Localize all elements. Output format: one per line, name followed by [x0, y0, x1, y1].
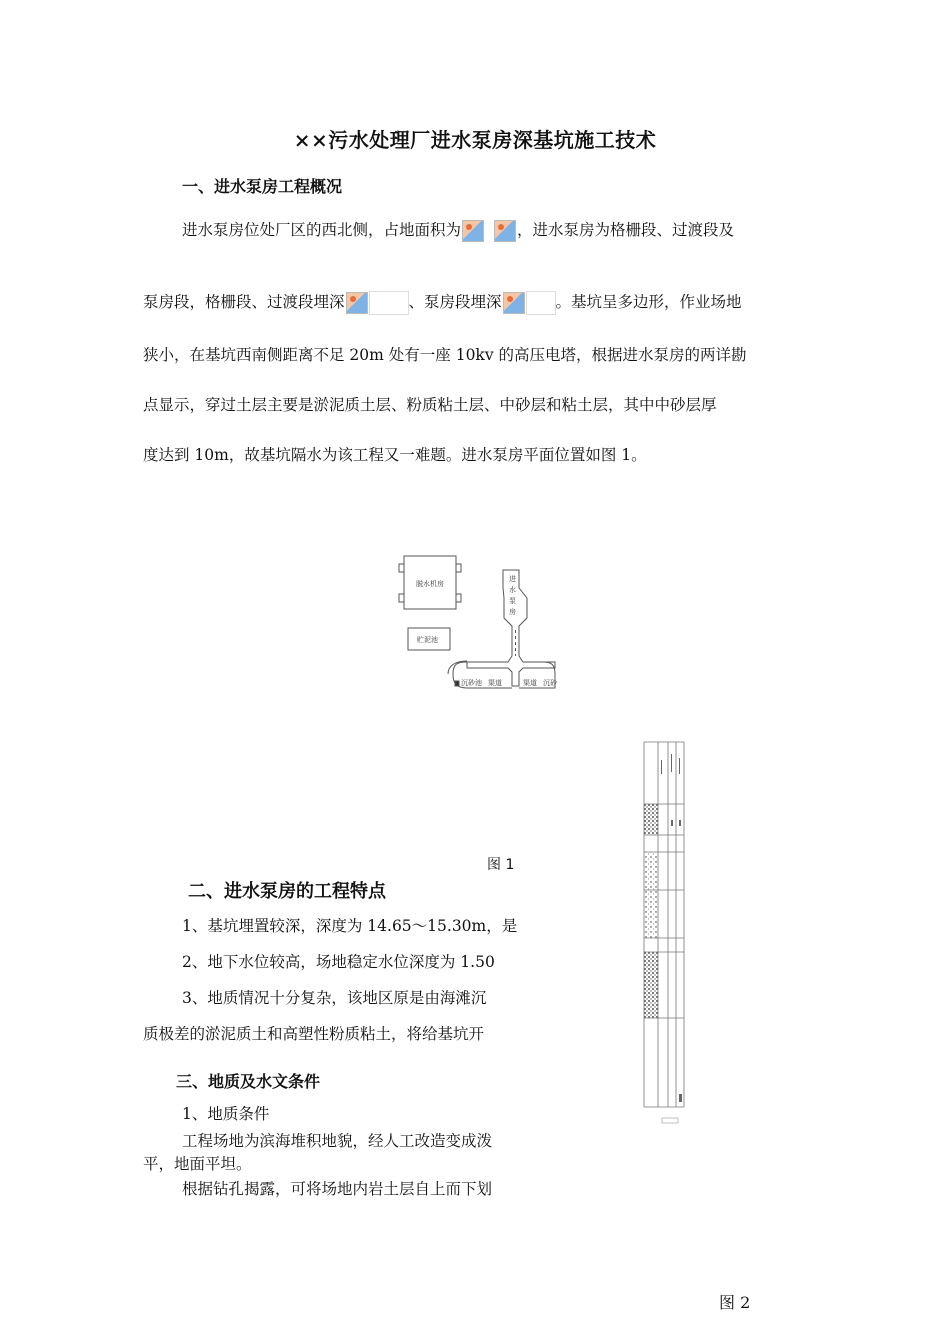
section2-item3-continued: 质极差的淤泥质土和高塑性粉质粘土，将给基坑开	[143, 1025, 485, 1043]
section1-line2	[143, 290, 742, 315]
depth1-image-icon	[346, 292, 368, 314]
sludge-label: 贮泥池	[417, 636, 438, 644]
section1-line5: 度达到 10m，故基坑隔水为该工程又一难题。进水泵房平面位置如图 1。	[143, 446, 647, 464]
grit-left-label: 沉砂池	[461, 679, 482, 687]
section1-heading: 一、进水泵房工程概况	[182, 177, 343, 196]
section2-item1: 1、基坑埋置较深，深度为 14.65～15.30m，是	[182, 917, 518, 935]
section1-line1a: 进水泵房位处厂区的西北侧，占地面积为	[182, 221, 462, 239]
area-formula-image-icon	[462, 220, 484, 242]
figure1-site-plan	[395, 548, 560, 708]
pump-label-2: 水	[509, 586, 516, 594]
section1-line1	[182, 218, 734, 242]
section1-line2a: 泵房段，格栅段、过渡段埋深	[143, 293, 345, 311]
section1-line2c: 。基坑呈多边形，作业场地	[555, 293, 742, 311]
section1-line2b: 、泵房段埋深	[408, 293, 502, 311]
section3-para2: 根据钻孔揭露，可将场地内岩土层自上而下划	[182, 1180, 493, 1198]
section3-para1-continued: 平，地面平坦。	[143, 1155, 252, 1173]
grit-right-label: 沉砂	[543, 679, 557, 687]
section3-heading: 三、地质及水文条件	[176, 1072, 321, 1091]
figure1-caption: 图 1	[487, 857, 515, 873]
dewater-label: 脱水机房	[416, 580, 444, 588]
pump-label-1: 进	[509, 575, 516, 583]
section2-item3: 3、地质情况十分复杂，该地区原是由海滩沉	[182, 989, 487, 1007]
channel-left-label: 渠道	[488, 679, 502, 687]
area-unit-image-icon	[494, 220, 516, 242]
figure2-borehole-log	[640, 740, 688, 1160]
section3-sub1: 1、地质条件	[182, 1105, 270, 1123]
section3-para1: 工程场地为滨海堆积地貌，经人工改造变成泼	[182, 1132, 493, 1150]
pump-label-4: 房	[509, 608, 516, 616]
pump-label-3: 泵	[509, 597, 516, 605]
document-title: ××污水处理厂进水泵房深基坑施工技术	[293, 128, 657, 152]
section2-heading: 二、进水泵房的工程特点	[188, 881, 386, 902]
depth2-image-icon	[503, 292, 525, 314]
section1-line4: 点显示，穿过土层主要是淤泥质土层、粉质粘土层、中砂层和粘土层，其中中砂层厚	[143, 396, 717, 414]
channel-right-label: 渠道	[523, 679, 537, 687]
section1-line3: 狭小，在基坑西南侧距离不足 20m 处有一座 10kv 的高压电塔，根据进水泵房的两详勘	[143, 346, 747, 364]
figure2-caption: 图 2	[719, 1293, 751, 1312]
section2-item2: 2、地下水位较高，场地稳定水位深度为 1.50	[182, 953, 495, 971]
section1-line1b: ，进水泵房为格栅段、过渡段及	[517, 221, 735, 239]
